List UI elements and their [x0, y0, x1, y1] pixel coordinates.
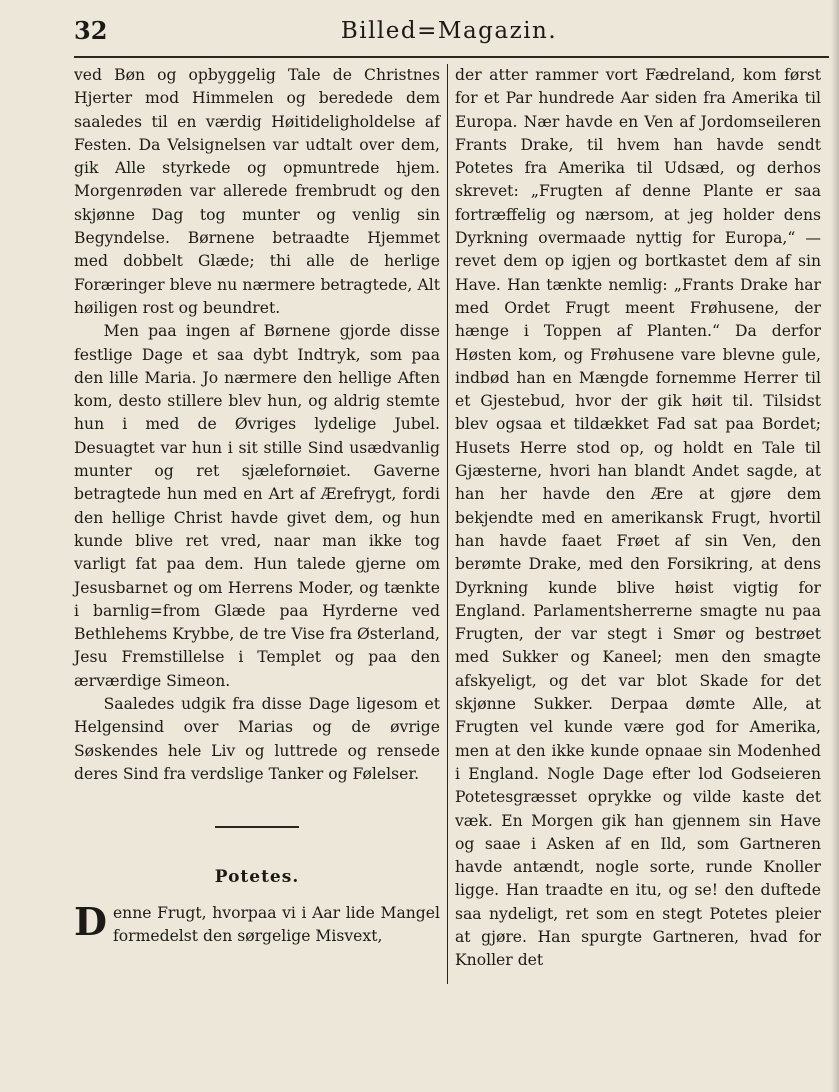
- page-number: 32: [74, 16, 108, 45]
- right-column: [455, 64, 821, 973]
- page-edge-shadow: [831, 0, 839, 1092]
- column-divider: [447, 64, 448, 984]
- header-rule: [74, 56, 829, 58]
- right-paragraph-1: der atter rammer vort Fædreland, kom først for et Par hundrede Aar siden fra Amerika til Europa. Nær havde en Ven af Jordomseileren Frants Drake, til hvem han havde sendt Potetes fra Amerika til Udsæd, og derhos skrevet: „Frugten af denne Plante er saa fortræffelig og nærsom, at jeg holder dens Dyrkning overmaade nyttig for Europa,“ — revet dem op igjen og bortkastet dem af sin Have. Han tænkte nemlig: „Frants Drake har med Ordet Frugt meent Frøhusene, der hænge i Toppen af Planten.“ Da derfor Høsten kom, og Frøhusene vare blevne gule, indbød han en Mængde fornemme Herrer til et Gjestebud, hvor der gik høit til. Tilsidst blev ogsaa et tildækket Fad sat paa Bordet; Husets Herre stod op, og holdt en Tale til Gjæsterne, hvori han blandt Andet sagde, at han her havde den Ære at gjøre dem bekjendte med en amerikansk Frugt, hvortil han havde faaet Frøet af sin Ven, den berømte Drake, med den Forsikring, at dens Dyrkning kunde blive høist vigtig for England. Parlamentsherrerne smagte nu paa Frugten, der var stegt i Smør og bestrøet med Sukker og Kaneel; men den smagte afskyeligt, og det var blot Skade for det skjønne Sukker. Derpaa dømte Alle, at Frugten vel kunde være god for Amerika, men at den ikke kunde opnaae sin Modenhed i England. Nogle Dage efter lod Godseieren Potetesgræsset oprykke og vilde kaste det væk. En Morgen gik han gjennem sin Have og saae i Asken af en Ild, som Gartneren havde antændt, nogle sorte, runde Knoller ligge. Han traadte en itu, og se! den duftede saa nydeligt, ret som en stegt Potetes pleier at gjøre. Han spurgte Gartneren, hvad for Knoller det: [455, 66, 821, 970]
- running-title: Billed=Magazin.: [340, 18, 558, 44]
- left-paragraph-2: Men paa ingen af Børnene gjorde disse festlige Dage et saa dybt Indtryk, som paa den lille Maria. Jo nærmere den hellige Aften kom, desto stillere blev hun, og aldrig stemte hun i med de Øvriges lydelige Jubel. Desuagtet var hun i sit stille Sind usædvanlig munter og ret sjælefornøiet. Gaverne betragtede hun med en Art af Ærefrygt, fordi den hellige Christ havde givet dem, og hun kunde blive ret vred, naar man ikke tog varligt fat paa dem. Hun talede gjerne om Jesusbarnet og om Herrens Moder, og tænkte i barnlig=from Glæde paa Hyrderne ved Bethlehems Krybbe, de tre Vise fra Østerland, Jesu Fremstillelse i Templet og paa den ærværdige Simeon.: [74, 322, 440, 690]
- left-column: [74, 64, 440, 948]
- left-paragraph-4-text: enne Frugt, hvorpaa vi i Aar lide Mangel formedelst den sørgelige Misvext,: [112, 903, 440, 945]
- section-divider: [215, 826, 299, 828]
- left-paragraph-3: Saaledes udgik fra disse Dage ligesom et Helgensind over Marias og de øvrige Søskendes hele Liv og luttrede og rensede deres Sind fra verdslige Tanker og Følelser.: [74, 695, 440, 783]
- left-paragraph-4: [74, 898, 440, 949]
- drop-cap: D: [74, 898, 107, 944]
- left-paragraph-1: ved Bøn og opbyggelig Tale de Christnes Hjerter mod Himmelen og beredede dem saaledes til en værdig Høitideligholdelse af Festen. Da Velsignelsen var udtalt over dem, gik Alle styrkede og opmuntrede hjem. Morgenrøden var allerede frembrudt og den skjønne Dag tog munter og venlig sin Begyndelse. Børnene betraadte Hjemmet med dobbelt Glæde; thi alle de herlige Foræringer bleve nu nærmere betragtede, Alt høiligen rost og beundret.: [74, 66, 440, 317]
- page-header: [74, 16, 824, 56]
- section-title: Potetes.: [214, 867, 300, 888]
